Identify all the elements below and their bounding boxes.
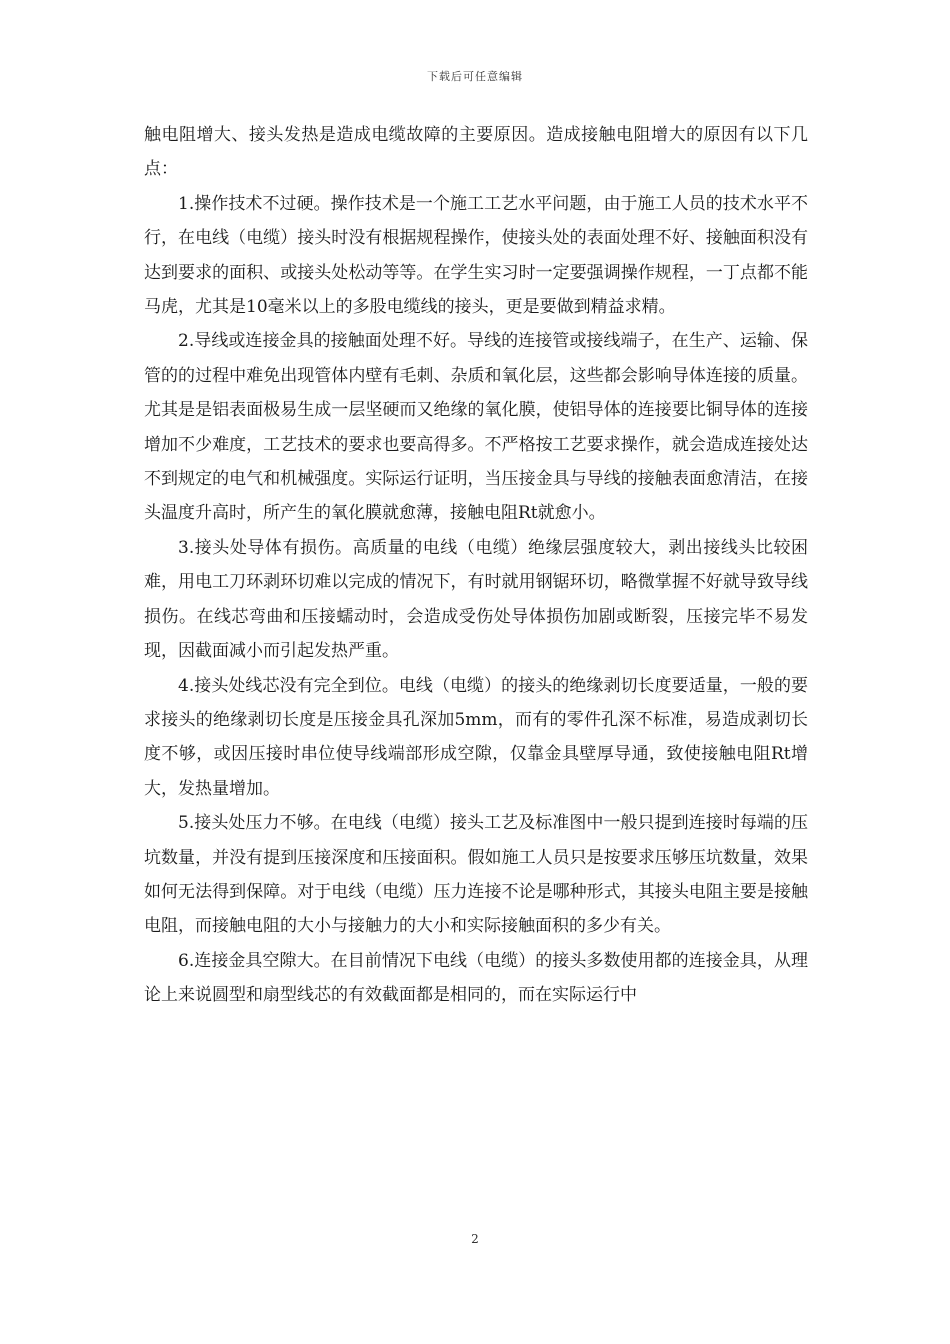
page-number: 2 (471, 1232, 479, 1246)
paragraph-item-6: 6.连接金具空隙大。在目前情况下电线（电缆）的接头多数使用都的连接金具，从理论上来说圆型和扇型线芯的有效截面都是相同的，而在实际运行中 (144, 950, 808, 1006)
paragraph-item-4: 4.接头处线芯没有完全到位。电线（电缆）的接头的绝缘剥切长度要适量，一般的要求接头的绝缘剥切长度是压接金具孔深加5mm，而有的零件孔深不标准，易造成剥切长度不够，或因压接时串位使导线端部形成空隙，仅靠金具壁厚导通，致使接触电阻Rt增大，发热量增加。 (144, 675, 808, 799)
paragraph-item-5: 5.接头处压力不够。在电线（电缆）接头工艺及标准图中一般只提到连接时每端的压坑数量，并没有提到压接深度和压接面积。假如施工人员只是按要求压够压坑数量，效果如何无法得到保障。对于电线（电缆）压力连接不论是哪种形式，其接头电阻主要是接触电阻，而接触电阻的大小与接触力的大小和实际接触面积的多少有关。 (144, 813, 808, 937)
body-text (144, 118, 808, 1013)
paragraph-item-1: 1.操作技术不过硬。操作技术是一个施工工艺水平问题，由于施工人员的技术水平不行，在电线（电缆）接头时没有根据规程操作，使接头处的表面处理不好、接触面积没有达到要求的面积、或接头处松动等等。在学生实习时一定要强调操作规程，一丁点都不能马虎，尤其是10毫米以上的多股电缆线的接头，更是要做到精益求精。 (144, 193, 808, 318)
paragraph-item-3: 3.接头处导体有损伤。高质量的电线（电缆）绝缘层强度较大，剥出接线头比较困难，用电工刀环剥环切难以完成的情况下，有时就用钢锯环切，略微掌握不好就导致导线损伤。在线芯弯曲和压接蠕动时，会造成受伤处导体损伤加剧或断裂，压接完毕不易发现，因截面减小而引起发热严重。 (144, 537, 808, 662)
paragraph-item-2: 2.导线或连接金具的接触面处理不好。导线的连接管或接线端子，在生产、运输、保管的的过程中难免出现管体内壁有毛刺、杂质和氧化层，这些都会影响导体连接的质量。尤其是是铝表面极易生成一层坚硬而又绝缘的氧化膜，使铝导体的连接要比铜导体的连接增加不少难度，工艺技术的要求也要高得多。不严格按工艺要求操作，就会造成连接处达不到规定的电气和机械强度。实际运行证明，当压接金具与导线的接触表面愈清洁，在接头温度升高时，所产生的氧化膜就愈薄，接触电阻Rt就愈小。 (144, 331, 808, 524)
paragraph-continuation: 触电阻增大、接头发热是造成电缆故障的主要原因。造成接触电阻增大的原因有以下几点： (144, 125, 808, 180)
page-header: 下载后可任意编辑 (427, 70, 523, 83)
